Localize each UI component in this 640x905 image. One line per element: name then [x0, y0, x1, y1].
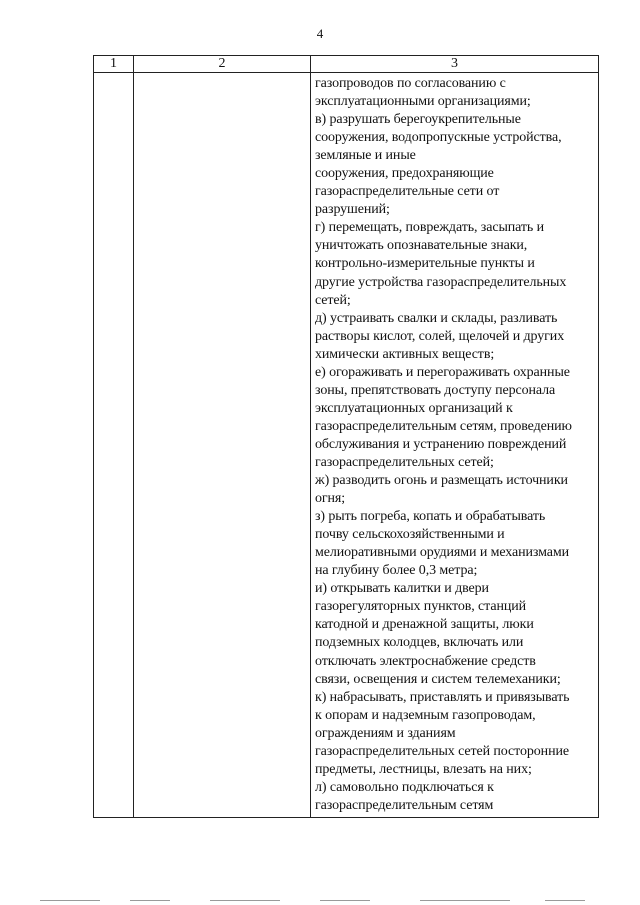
text-line: катодной и дренажной защиты, люки — [315, 617, 534, 633]
table-row — [94, 73, 599, 818]
text-line: связи, освещения и систем телемеханики; — [315, 671, 561, 687]
document-table — [93, 55, 599, 818]
text-line: растворы кислот, солей, щелочей и других — [315, 328, 565, 344]
text-line: сетей; — [315, 292, 351, 308]
scan-artifact — [0, 900, 640, 903]
text-line: газорегуляторных пунктов, станций — [315, 599, 527, 615]
text-line: к опорам и надземным газопроводам, — [315, 707, 536, 723]
text-line: г) перемещать, повреждать, засыпать и — [315, 220, 545, 236]
text-line: мелиоративными орудиями и механизмами — [315, 545, 570, 561]
text-line: газораспределительные сети от — [315, 184, 500, 200]
text-line: уничтожать опознавательные знаки, — [315, 238, 528, 254]
text-line: отключать электроснабжение средств — [315, 653, 536, 669]
text-line: газораспределительным сетям — [315, 797, 494, 813]
text-line: предметы, лестницы, влезать на них; — [315, 761, 532, 777]
column-3-cell — [311, 73, 599, 818]
text-line: другие устройства газораспределительных — [315, 274, 567, 290]
text-line: химически активных веществ; — [315, 346, 495, 362]
text-line: зоны, препятствовать доступу персонала — [315, 382, 556, 398]
page-number: 4 — [316, 26, 324, 41]
text-line: д) устраивать свалки и склады, разливать — [315, 310, 558, 326]
text-line: подземных колодцев, включать или — [315, 635, 524, 651]
text-line: е) огораживать и перегораживать охранные — [315, 364, 570, 380]
text-line: в) разрушать берегоукрепительные — [315, 112, 521, 128]
text-line: ограждениям и зданиям — [315, 725, 456, 741]
column-header-1: 1 — [94, 56, 134, 73]
text-line: газораспределительных сетей посторонние — [315, 743, 569, 759]
text-line: л) самовольно подключаться к — [315, 779, 494, 795]
text-line: эксплуатационными организациями; — [315, 94, 531, 110]
text-line: сооружения, водопропускные устройства, — [315, 130, 562, 146]
text-line: разрушений; — [315, 202, 390, 218]
text-line: обслуживания и устранению повреждений — [315, 436, 567, 452]
text-line: на глубину более 0,3 метра; — [315, 563, 478, 579]
text-line: газораспределительных сетей; — [315, 454, 494, 470]
text-line: и) открывать калитки и двери — [315, 581, 489, 597]
text-line: огня; — [315, 491, 346, 507]
text-line: сооружения, предохраняющие — [315, 166, 494, 182]
text-line: земляные и иные — [315, 148, 416, 164]
text-line: эксплуатационных организаций к — [315, 400, 513, 416]
text-line: з) рыть погреба, копать и обрабатывать — [315, 509, 546, 525]
table-header-row — [94, 56, 599, 73]
column-1-cell — [94, 73, 134, 818]
column-header-3: 3 — [311, 56, 599, 73]
column-header-2: 2 — [134, 56, 311, 73]
text-line: ж) разводить огонь и размещать источники — [315, 473, 568, 489]
column-2-cell — [134, 73, 311, 818]
text-line: контрольно-измерительные пункты и — [315, 256, 535, 272]
text-line: газораспределительным сетям, проведению — [315, 418, 572, 434]
text-line: к) набрасывать, приставлять и привязывать — [315, 689, 570, 705]
text-line: почву сельскохозяйственными и — [315, 527, 505, 543]
text-line: газопроводов по согласованию с — [315, 76, 506, 91]
